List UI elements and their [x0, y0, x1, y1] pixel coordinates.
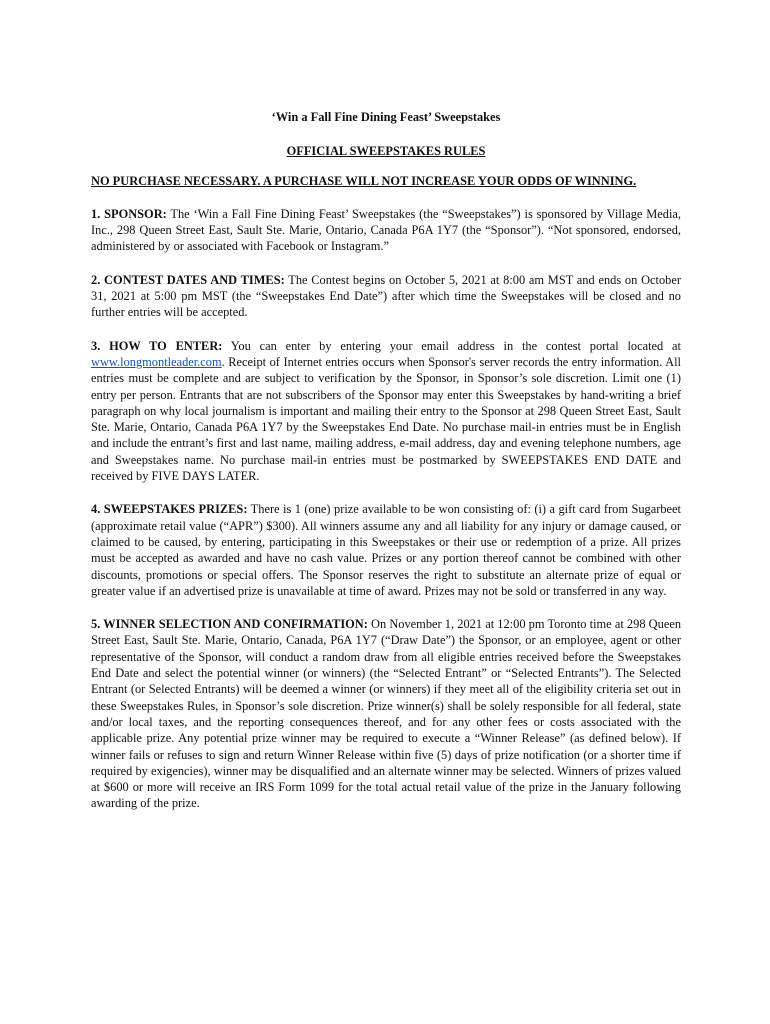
section-contest-dates	[91, 272, 681, 321]
section-sponsor	[91, 206, 681, 255]
section-body: On November 1, 2021 at 12:00 pm Toronto time at 298 Queen Street East, Sault Ste. Marie, Ontario, Canada, P6A 1Y7 (“Draw Date”) the Sponsor, or an employee, agent or other representative of the Sponsor, will conduct a random draw from all eligible entries received before the Sweepstakes End Date and select the potential winner (or winners) (the “Selected Entrant” or “Selected Entrants”). The Selected Entrant (or Selected Entrants) will be deemed a winner (or winners) if they meet all of the eligibility criteria set out in these Sweepstakes Rules, in Sponsor’s sole discretion. Prize winner(s) shall be solely responsible for all federal, state and/or local taxes, and the reporting consequences thereof, and for any other fees or costs associated with the applicable prize. Any potential prize winner may be required to execute a “Winner Release” (as defined below). If winner fails or refuses to sign and return Winner Release within five (5) days of prize notification (or a shorter time if required by exigencies), winner may be disqualified and an alternate winner may be selected. Winners of prizes valued at $600 or more will receive an IRS Form 1099 for the total actual retail value of the prize in the January following awarding of the prize.	[91, 617, 682, 811]
section-body: . Receipt of Internet entries occurs when Sponsor's server records the entry information. All entries must be complete and are subject to verification by the Sponsor, in Sponsor’s sole discretion. Limit one (1) entry per person. Entrants that are not subscribers of the Sponsor may enter this Sweepstakes by hand-writing a brief paragraph on why local journalism is important and mailing their entry to the Sponsor at 298 Queen Street East, Sault Ste. Marie, Ontario, Canada P6A 1Y7 by the Sweepstakes End Date. No purchase mail-in entries must be in English and include the entrant’s first and last name, mailing address, e-mail address, day and evening telephone numbers, age and Sweepstakes name. No purchase mail-in entries must be postmarked by SWEEPSTAKES END DATE and received by FIVE DAYS LATER.	[91, 354, 681, 484]
section-body: The ‘Win a Fall Fine Dining Feast’ Sweepstakes (the “Sweepstakes”) is sponsored by Village Media, Inc., 298 Queen Street East, Sault Ste. Marie, Ontario, Canada P6A 1Y7 (the “Sponsor”). “Not sponsored, endorsed, administered by or associated with Facebook or Instagram.”	[91, 206, 681, 254]
section-heading: 1. SPONSOR:	[91, 206, 167, 221]
purchase-notice: NO PURCHASE NECESSARY. A PURCHASE WILL NOT INCREASE YOUR ODDS OF WINNING.	[91, 173, 637, 188]
section-how-to-enter	[91, 338, 681, 485]
section-heading: 5. WINNER SELECTION AND CONFIRMATION:	[91, 617, 368, 632]
section-winner-selection	[91, 616, 681, 812]
document-content	[91, 109, 681, 829]
section-body: The Contest begins on October 5, 2021 at 8:00 am MST and ends on October 31, 2021 at 5:00 pm MST (the “Sweepstakes End Date”) after which time the Sweepstakes will be closed and no further entries will be accepted.	[91, 272, 681, 320]
section-heading: 2. CONTEST DATES AND TIMES:	[91, 272, 285, 287]
section-body: You can enter by entering your email address in the contest portal located at	[222, 338, 681, 353]
document-subtitle: OFFICIAL SWEEPSTAKES RULES	[286, 144, 486, 159]
section-prizes	[91, 501, 681, 599]
section-heading: 3. HOW TO ENTER:	[91, 338, 223, 353]
contest-portal-link[interactable]: www.longmontleader.com	[91, 354, 222, 369]
document-title: ‘Win a Fall Fine Dining Feast’ Sweepstakes	[271, 110, 501, 124]
section-body: There is 1 (one) prize available to be won consisting of: (i) a gift card from Sugarbeet (approximate retail value (“APR”) $300). All winners assume any and all liability for any injury or damage caused, or claimed to be caused, by entering, participating in this Sweepstakes or their use or redemption of a prize. All prizes must be accepted as awarded and have no cash value. Prizes or any portion thereof cannot be combined with other discounts, promotions or special offers. The Sponsor reserves the right to substitute an alternate prize of equal or greater value if an advertised prize is unavailable at time of award. Prizes may not be sold or transferred in any way.	[91, 502, 681, 598]
section-heading: 4. SWEEPSTAKES PRIZES:	[91, 502, 248, 517]
